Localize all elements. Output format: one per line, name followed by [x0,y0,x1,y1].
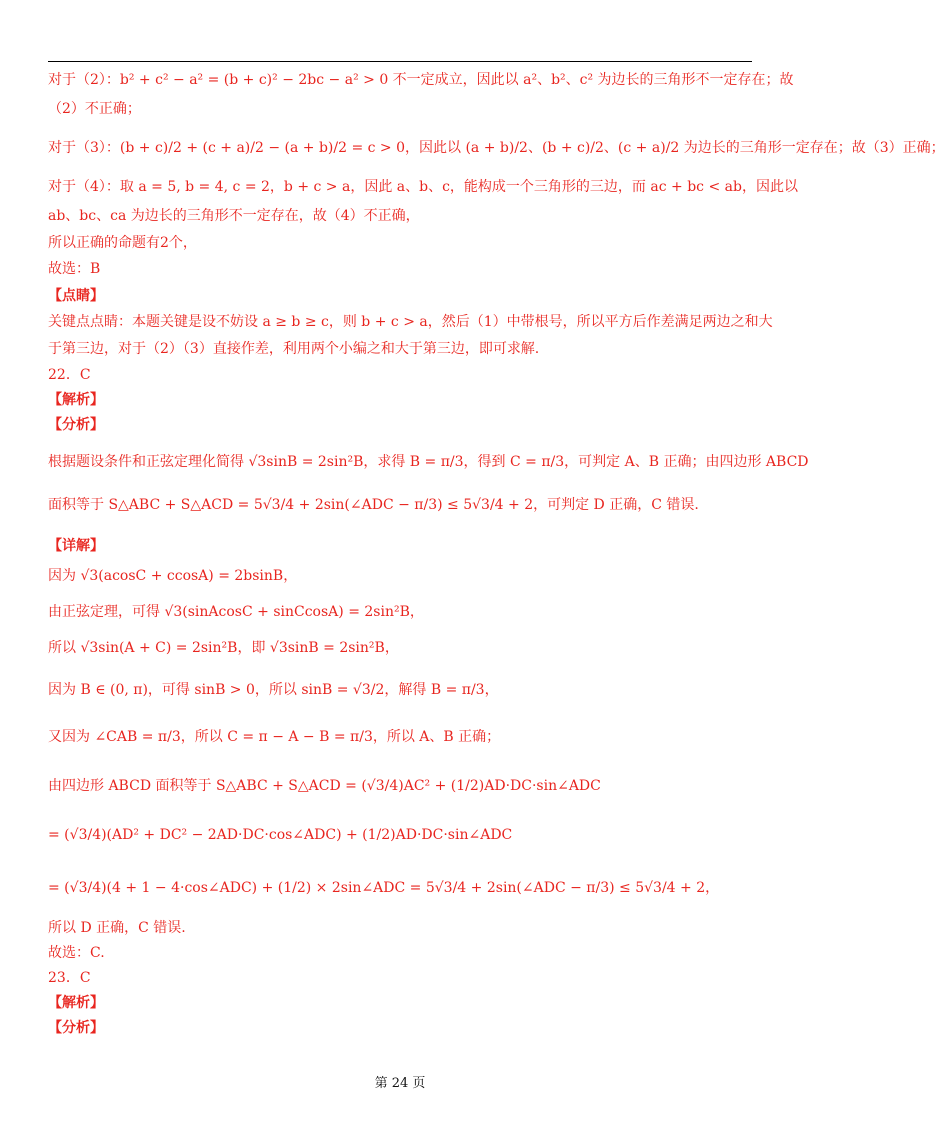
text-line: （2）不正确； [48,101,141,117]
text-line: 故选：C. [48,945,105,961]
text-line: 因为 √3(acosC + ccosA) = 2bsinB， [48,568,298,584]
section-heading: 【分析】 [48,1020,104,1036]
text-line: 根据题设条件和正弦定理化简得 √3sinB = 2sin²B，求得 B = π/3，得到 C = π/3，可判定 A、B 正确；由四边形 ABCD [48,454,809,470]
text-line: 面积等于 S△ABC + S△ACD = 5√3/4 + 2sin(∠ADC − π/3) ≤ 5√3/4 + 2，可判定 D 正确，C 错误. [48,497,699,513]
section-heading: 【详解】 [48,538,104,554]
header-rule [48,61,752,62]
text-line: 因为 B ∈ (0, π)，可得 sinB > 0，所以 sinB = √3/2，解得 B = π/3， [48,682,499,698]
question-number: 22．C [48,367,91,383]
text-line: 关键点点睛：本题关键是设不妨设 a ≥ b ≥ c，则 b + c > a，然后（1）中带根号，所以平方后作差满足两边之和大 [48,314,773,330]
question-number: 23．C [48,970,91,986]
text-line: 所以正确的命题有2个， [48,235,197,251]
page-number: 第 24 页 [374,1076,426,1091]
text-line: ab、bc、ca 为边长的三角形不一定存在，故（4）不正确， [48,208,420,224]
section-heading: 【解析】 [48,995,104,1011]
text-line: 对于（2）：b² + c² − a² = (b + c)² − 2bc − a² > 0 不一定成立，因此以 a²、b²、c² 为边长的三角形不一定存在；故 [48,72,794,88]
text-line: 所以 D 正确，C 错误. [48,920,186,936]
section-heading: 【解析】 [48,392,104,408]
text-line: 对于（3）：(b + c)/2 + (c + a)/2 − (a + b)/2 = c > 0，因此以 (a + b)/2、(b + c)/2、(c + a)/2 为边长的三角形一定存在；故（3）正确； [48,140,945,156]
section-heading: 【分析】 [48,417,104,433]
text-line: 又因为 ∠CAB = π/3，所以 C = π − A − B = π/3，所以 A、B 正确； [48,729,501,745]
text-line: = (√3/4)(AD² + DC² − 2AD·DC·cos∠ADC) + (1/2)AD·DC·sin∠ADC [48,827,513,843]
text-line: 所以 √3sin(A + C) = 2sin²B，即 √3sinB = 2sin²B， [48,640,399,656]
text-line: 由正弦定理，可得 √3(sinAcosC + sinCcosA) = 2sin²B， [48,604,424,620]
text-line: 于第三边，对于（2）（3）直接作差，利用两个小编之和大于第三边，即可求解. [48,341,540,357]
text-line: = (√3/4)(4 + 1 − 4·cos∠ADC) + (1/2) × 2sin∠ADC = 5√3/4 + 2sin(∠ADC − π/3) ≤ 5√3/4 + 2， [48,880,720,896]
text-line: 故选：B [48,261,101,277]
text-line: 由四边形 ABCD 面积等于 S△ABC + S△ACD = (√3/4)AC² + (1/2)AD·DC·sin∠ADC [48,778,601,794]
section-heading: 【点睛】 [48,288,104,304]
text-line: 对于（4）：取 a = 5, b = 4, c = 2，b + c > a，因此 a、b、c，能构成一个三角形的三边，而 ac + bc < ab，因此以 [48,179,798,195]
